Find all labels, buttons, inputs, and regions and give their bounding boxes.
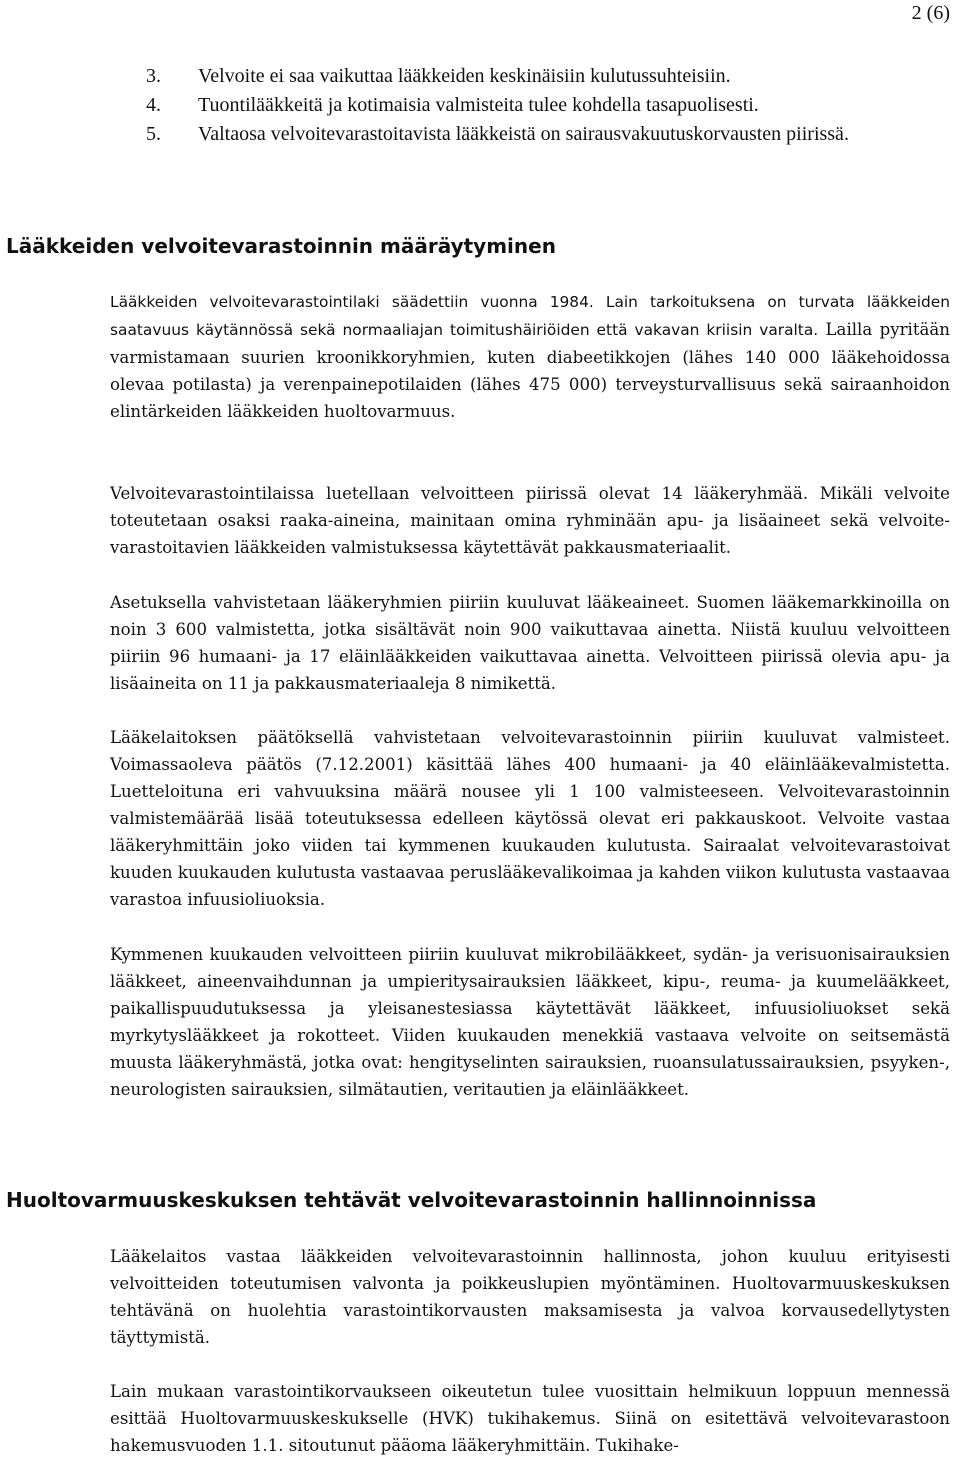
paragraph-sans-run: Lääkkeiden velvoitevarastointilaki säädettiin vuonna 1984. Lain tarkoituksena on turvata lääkkeiden saatavuus käytännössä sekä normaaliajan toimitushäiriöiden että vakavan kriisin varalta.: [110, 293, 950, 339]
section-heading: Huoltovarmuuskeskuksen tehtävät velvoitevarastoinnin hallinnoinnissa: [6, 1188, 817, 1212]
list-item: [0, 91, 960, 120]
paragraph: Kymmenen kuukauden velvoitteen piiriin kuuluvat mikrobilääkkeet, sydän- ja verisuonisairauksien lääkkeet, aineenvaihdunnan ja umpieritysairauksien lääkkeet, kipu-, reuma- ja kuumelääkkeet, paikallispuudutuksessa ja yleisanestesiassa käytettävät lääkkeet, infuusioliuokset sekä myrkytyslääkkeet ja rokotteet. Viiden kuukauden menekkiä vastaava velvoite on seitsemästä muusta lääkeryhmästä, jotka ovat: hengityselinten sairauksien, ruoansulatussairauksien, psyyken-, neurologisten sairauksien, silmätautien, veritautien ja eläinlääkkeet.: [110, 945, 950, 1099]
page-number: 2 (6): [911, 2, 950, 24]
list-item-number: 5.: [146, 123, 161, 145]
paragraph: [110, 288, 950, 425]
list-item-text: Tuontilääkkeitä ja kotimaisia valmisteita tulee kohdella tasapuolisesti.: [198, 94, 759, 116]
paragraph: Velvoitevarastointilaissa luetellaan velvoitteen piirissä olevat 14 lääkeryhmää. Mikäli velvoite toteutetaan osaksi raaka-aineina, mainitaan omina ryhminään apu- ja lisäaineet sekä velvoite-varastoitavien lääkkeiden valmistuksessa käytettävät pakkausmateriaalit.: [110, 484, 950, 557]
paragraph: Lääkelaitoksen päätöksellä vahvistetaan velvoitevarastoinnin piiriin kuuluvat valmisteet. Voimassaoleva päätös (7.12.2001) käsittää lähes 400 humaani- ja 40 eläinlääkevalmistetta. Luetteloituna eri vahvuuksina määrä nousee yli 1 100 valmisteeseen. Velvoitevarastoinnin valmistemäärää lisää toteutuksessa edelleen käytössä olevat eri pakkauskoot. Velvoite vastaa lääkeryhmittäin joko viiden tai kymmenen kuukauden kulutusta. Sairaalat velvoitevarastoivat kuuden kuukauden kulutusta vastaavaa peruslääkevalikoimaa ja kahden viikon kulutusta vastaavaa varastoa infuusioliuoksia.: [110, 728, 950, 909]
paragraph: Lain mukaan varastointikorvaukseen oikeutetun tulee vuosittain helmikuun loppuun mennessä esittää Huoltovarmuuskeskukselle (HVK) tukihakemus. Siinä on esitettävä velvoitevarastoon hakemusvuoden 1.1. sitoutunut pääoma lääkeryhmittäin. Tukihake-: [110, 1382, 950, 1455]
numbered-list: [0, 62, 960, 149]
list-item-text: Velvoite ei saa vaikuttaa lääkkeiden keskinäisiin kulutussuhteisiin.: [198, 65, 731, 87]
list-item-text: Valtaosa velvoitevarastoitavista lääkkeistä on sairausvakuutuskorvausten piirissä.: [198, 123, 849, 145]
paragraph-serif-run: Lailla pyritään varmistamaan suurien kroonikkoryhmien, kuten diabeetikkojen (lähes 140 000 lääkehoidossa olevaa potilasta) ja verenpainepotilaiden (lähes 475 000) terveysturvallisuus sekä sairaanhoidon elintärkeiden lääkkeiden huoltovarmuus.: [110, 320, 950, 421]
list-item: [0, 120, 960, 149]
paragraph: Asetuksella vahvistetaan lääkeryhmien piiriin kuuluvat lääkeaineet. Suomen lääkemarkkinoilla on noin 3 600 valmistetta, jotka sisältävät noin 900 vaikuttavaa ainetta. Niistä kuuluu velvoitteen piiriin 96 humaani- ja 17 eläinlääkkeiden vaikuttavaa ainetta. Velvoitteen piirissä olevia apu- ja lisäaineita on 11 ja pakkausmateriaaleja 8 nimikettä.: [110, 593, 950, 693]
list-item: [0, 62, 960, 91]
paragraph: Lääkelaitos vastaa lääkkeiden velvoitevarastoinnin hallinnosta, johon kuuluu erityisesti velvoitteiden toteutumisen valvonta ja poikkeuslupien myöntäminen. Huoltovarmuuskeskuksen tehtävänä on huolehtia varastointikorvausten maksamisesta ja valvoa korvausedellytysten täyttymistä.: [110, 1247, 950, 1347]
section-heading: Lääkkeiden velvoitevarastoinnin määräytyminen: [6, 234, 556, 258]
list-item-number: 4.: [146, 94, 161, 116]
list-item-number: 3.: [146, 65, 161, 87]
